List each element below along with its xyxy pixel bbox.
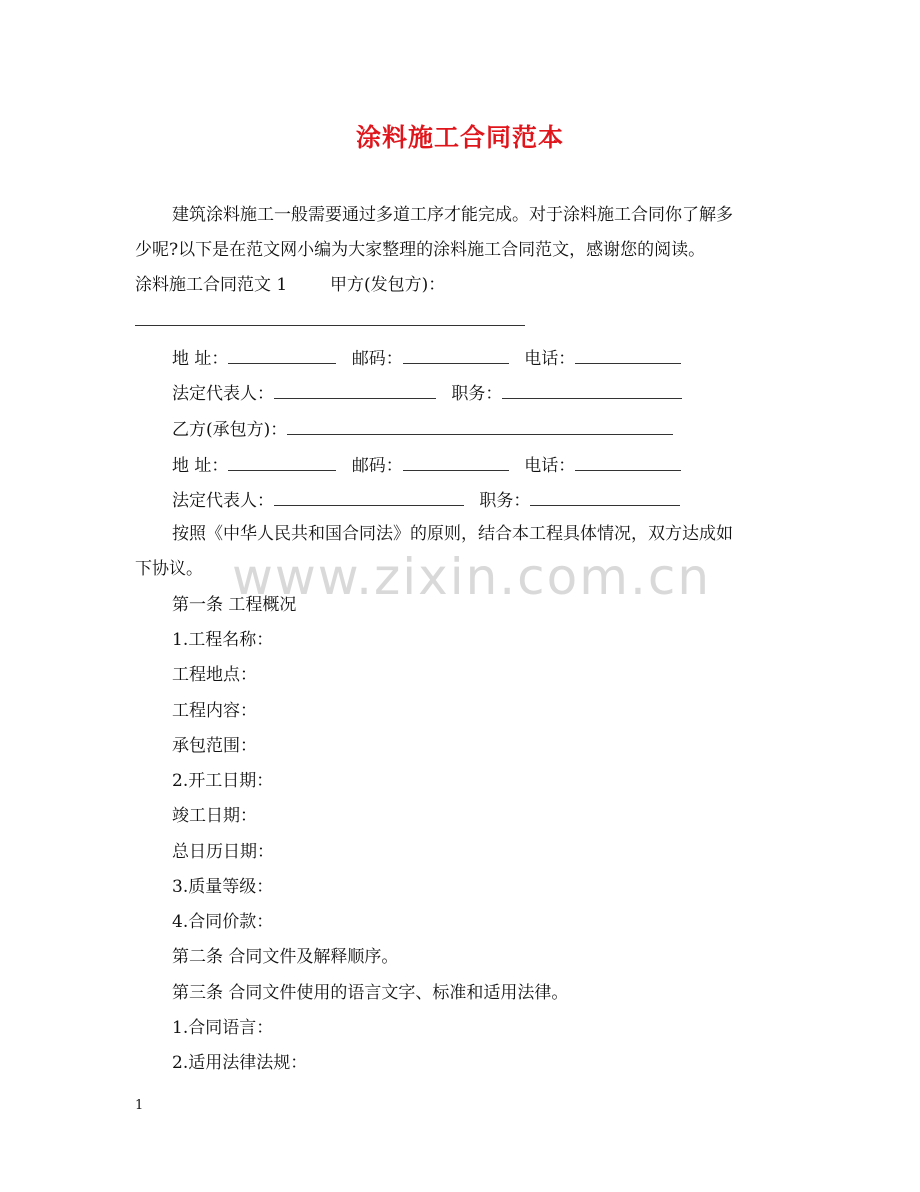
rep-blank	[274, 380, 436, 399]
rep-blank	[274, 487, 464, 506]
intro-line-1: 建筑涂料施工一般需要通过多道工序才能完成。对于涂料施工合同你了解多	[172, 205, 733, 225]
intro-line-2: 少呢?以下是在范文网小编为大家整理的涂料施工合同范文，感谢您的阅读。	[135, 240, 706, 260]
list-item: 1.工程名称：	[172, 630, 274, 650]
list-item: 4.合同价款：	[172, 912, 274, 932]
address-blank	[228, 452, 336, 471]
phone-label: 电话：	[524, 349, 576, 369]
agreement-line-1: 按照《中华人民共和国合同法》的原则，结合本工程具体情况，双方达成如	[172, 524, 733, 544]
party-a-label: 甲方(发包方)：	[330, 275, 446, 295]
address-blank	[228, 345, 336, 364]
party-a-rep-row	[172, 380, 682, 406]
party-b-address-row	[172, 452, 681, 478]
list-item: 2.开工日期：	[172, 771, 274, 791]
list-item: 工程内容：	[172, 701, 257, 721]
party-b-row	[172, 416, 673, 442]
phone-blank	[575, 452, 681, 471]
party-b-rep-row	[172, 487, 680, 513]
list-item: 总日历日期：	[172, 842, 274, 862]
list-item: 1.合同语言：	[172, 1018, 274, 1038]
page-number: 1	[135, 1098, 144, 1113]
list-item: 3.质量等级：	[172, 877, 274, 897]
agreement-line-2: 下协议。	[135, 559, 203, 579]
position-label: 职务：	[451, 384, 503, 404]
party-b-label: 乙方(承包方)：	[172, 420, 288, 440]
party-a-address-row	[172, 345, 681, 371]
phone-label: 电话：	[524, 456, 576, 476]
postcode-label: 邮码：	[351, 349, 403, 369]
address-label: 地 址：	[172, 349, 229, 369]
list-item: 第一条 工程概况	[172, 595, 297, 615]
address-label: 地 址：	[172, 456, 229, 476]
postcode-blank	[403, 345, 509, 364]
rep-label: 法定代表人：	[172, 384, 274, 404]
position-label: 职务：	[479, 491, 531, 511]
sample-heading: 涂料施工合同范文 1	[135, 275, 288, 295]
document-title: 涂料施工合同范本	[355, 123, 564, 152]
position-blank	[530, 487, 680, 506]
postcode-blank	[403, 452, 509, 471]
rep-label: 法定代表人：	[172, 491, 274, 511]
party-a-blank-line	[135, 325, 525, 326]
list-item: 承包范围：	[172, 736, 257, 756]
postcode-label: 邮码：	[351, 456, 403, 476]
party-b-blank	[287, 416, 673, 435]
phone-blank	[575, 345, 681, 364]
position-blank	[502, 380, 682, 399]
list-item: 2.适用法律法规：	[172, 1053, 308, 1073]
list-item: 竣工日期：	[172, 806, 257, 826]
watermark: www.zixin.com.cn	[232, 548, 712, 606]
list-item: 第二条 合同文件及解释顺序。	[172, 947, 399, 967]
list-item: 工程地点：	[172, 665, 257, 685]
list-item: 第三条 合同文件使用的语言文字、标准和适用法律。	[172, 983, 569, 1003]
